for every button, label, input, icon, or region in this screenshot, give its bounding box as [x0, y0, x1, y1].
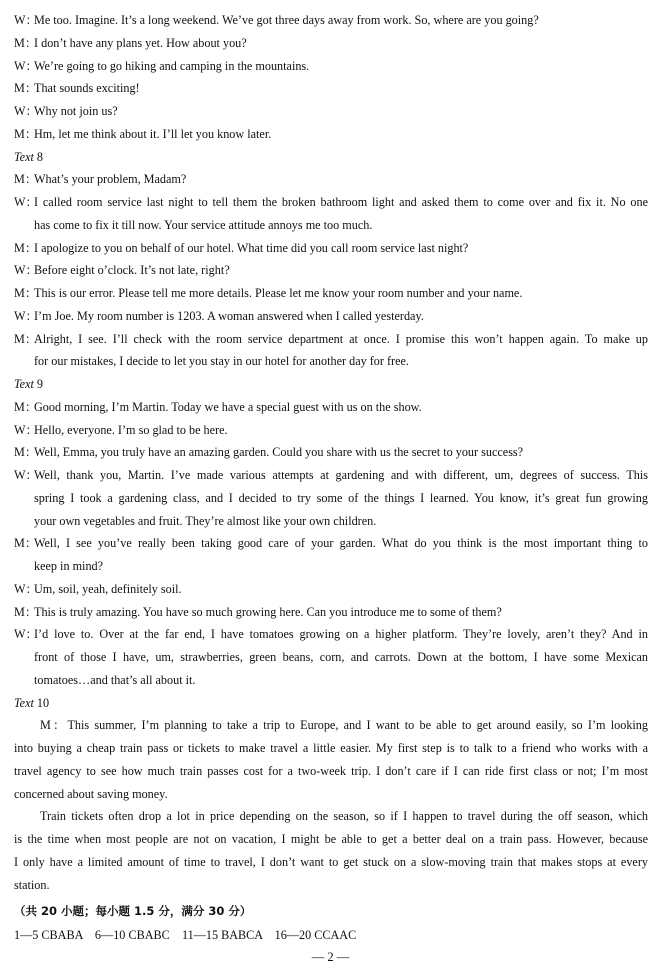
text-heading-label: Text [14, 377, 34, 391]
speaker-label: W： [14, 58, 38, 73]
dialogue-text: That sounds exciting! [34, 81, 140, 96]
speaker-label: W： [14, 263, 38, 278]
dialogue-text: We’re going to go hiking and camping in the mountains. [34, 58, 310, 73]
dialogue-text: I don’t have any plans yet. How about you? [34, 35, 247, 50]
dialogue-text: I apologize to you on behalf of our hotel. What time did you call room service last night? [34, 240, 469, 255]
dialogue-line [14, 262, 648, 278]
text-heading [14, 376, 648, 392]
dialogue-line [14, 626, 648, 642]
dialogue-line [14, 171, 648, 187]
speaker-label: W： [14, 13, 38, 27]
monologue-line: is the time when most people are not on vacation, I might be able to get a better deal on a train pass. However, because [14, 832, 648, 846]
dialogue-text: Me too. Imagine. It’s a long weekend. We’ve got three days away from work. So, where are you going? [34, 13, 539, 27]
text-heading-number: 10 [33, 695, 50, 710]
dialogue-continuation: has come to fix it till now. Your service attitude annoys me too much. [34, 217, 373, 232]
dialogue-text: I’m Joe. My room number is 1203. A woman answered when I called yesterday. [34, 308, 424, 323]
speaker-label: W： [14, 468, 38, 482]
text-heading-number: 9 [33, 377, 44, 391]
speaker-label: W： [14, 627, 38, 642]
dialogue-continuation: spring I took a gardening class, and I decided to try some of the things I learned. You know, it’s great fun growing [34, 490, 648, 505]
text-heading-number: 8 [33, 149, 44, 164]
page-number: — 2 — [311, 950, 350, 964]
dialogue-line [14, 422, 648, 438]
speaker-label: M： [14, 445, 38, 460]
speaker-label: M： [14, 126, 38, 141]
speaker-label: W： [14, 581, 38, 596]
dialogue-line [14, 399, 648, 415]
dialogue-text: Alright, I see. I’ll check with the room service department at once. I promise this won’t happen again. To make up [34, 331, 648, 346]
dialogue-line [14, 331, 648, 347]
dialogue-line [14, 240, 648, 256]
dialogue-text: Hm, let me think about it. I’ll let you know later. [34, 126, 272, 141]
dialogue-line [14, 581, 648, 597]
dialogue-text: This is truly amazing. You have so much growing here. Can you introduce me to some of them? [34, 604, 502, 619]
monologue-line: travel agency to see how much train passes cost for a two-week trip. I don’t care if I can ride first class or not; I’m most [14, 763, 648, 778]
dialogue-text: Before eight o’clock. It’s not late, right? [34, 263, 230, 278]
dialogue-line [14, 194, 648, 210]
dialogue-line [14, 80, 648, 96]
answer-key: 1—5 CBABA 6—10 CBABC 11—15 BABCA 16—20 CCAAC [14, 928, 357, 942]
dialogue-text: Well, I see you’ve really been taking good care of your garden. What do you think is the most important thing to [34, 536, 648, 551]
dialogue-text: Good morning, I’m Martin. Today we have a special guest with us on the show. [34, 399, 422, 414]
dialogue-line [14, 285, 648, 301]
monologue-line: I only have a limited amount of time to travel, I don’t want to get stuck on a slow-moving train that makes stops at every [14, 854, 648, 869]
text-heading-label: Text [14, 149, 34, 164]
dialogue-line [14, 126, 648, 142]
dialogue-text: What’s your problem, Madam? [34, 172, 187, 187]
speaker-label: M： [14, 536, 38, 551]
speaker-label: W： [14, 104, 38, 118]
dialogue-line [14, 35, 648, 51]
dialogue-line [14, 467, 648, 483]
dialogue-continuation: front of those I have, um, strawberries, green beans, corn, and carrots. Down at the bottom, I have some Mexican [34, 650, 648, 664]
dialogue-line [14, 308, 648, 324]
dialogue-line [14, 535, 648, 551]
dialogue-line [14, 58, 648, 74]
dialogue-line [14, 12, 648, 28]
speaker-label: M： [14, 604, 38, 619]
speaker-label: M： [14, 399, 38, 414]
dialogue-text: Well, Emma, you truly have an amazing garden. Could you share with us the secret to your success? [34, 445, 524, 460]
monologue-line: station. [14, 877, 50, 892]
monologue-line: M：This summer, I’m planning to take a trip to Europe, and I want to be able to get around easily, so I’m looking [40, 718, 648, 733]
speaker-label: W： [14, 422, 38, 437]
dialogue-text: This is our error. Please tell me more details. Please let me know your room number and your name. [34, 286, 523, 300]
monologue-line: concerned about saving money. [14, 786, 168, 801]
dialogue-continuation: tomatoes…and that’s all about it. [34, 672, 196, 687]
dialogue-text: Well, thank you, Martin. I’ve made various attempts at gardening and with different, um, degrees of success. This [34, 468, 648, 482]
speaker-label: W： [14, 308, 38, 323]
text-heading-label: Text [14, 695, 34, 710]
dialogue-text: I’d love to. Over at the far end, I have tomatoes growing on a higher platform. They’re lovely, aren’t they? And in [34, 627, 648, 642]
dialogue-text: Hello, everyone. I’m so glad to be here. [34, 422, 228, 437]
speaker-label: W： [14, 195, 38, 209]
speaker-label: M： [14, 286, 38, 300]
dialogue-line [14, 444, 648, 460]
dialogue-line [14, 604, 648, 620]
monologue-line: Train tickets often drop a lot in price depending on the season, so if I happen to travel during the off season, which [40, 809, 648, 824]
text-heading [14, 695, 648, 711]
dialogue-text: Why not join us? [34, 104, 118, 118]
dialogue-text: Um, soil, yeah, definitely soil. [34, 581, 182, 596]
dialogue-continuation: for our mistakes, I decide to let you stay in our hotel for another day for free. [34, 354, 409, 369]
section-summary: （共 20 小题；每小题 1.5 分，满分 30 分） [14, 904, 252, 918]
text-heading [14, 149, 648, 165]
monologue-line: into buying a cheap train pass or tickets to make travel a little easier. My first step is to talk to a friend who works with a [14, 741, 648, 755]
dialogue-line [14, 103, 648, 119]
speaker-label: M： [14, 331, 38, 346]
dialogue-continuation: keep in mind? [34, 559, 104, 573]
dialogue-text: I called room service last night to tell them the broken bathroom light and asked them to come over and fix it. No one [34, 195, 648, 209]
speaker-label: M： [14, 81, 38, 96]
speaker-label: M： [14, 172, 38, 187]
speaker-label: M： [14, 240, 38, 255]
dialogue-continuation: your own vegetables and fruit. They’re almost like your own children. [34, 513, 377, 528]
speaker-label: M： [14, 35, 38, 50]
